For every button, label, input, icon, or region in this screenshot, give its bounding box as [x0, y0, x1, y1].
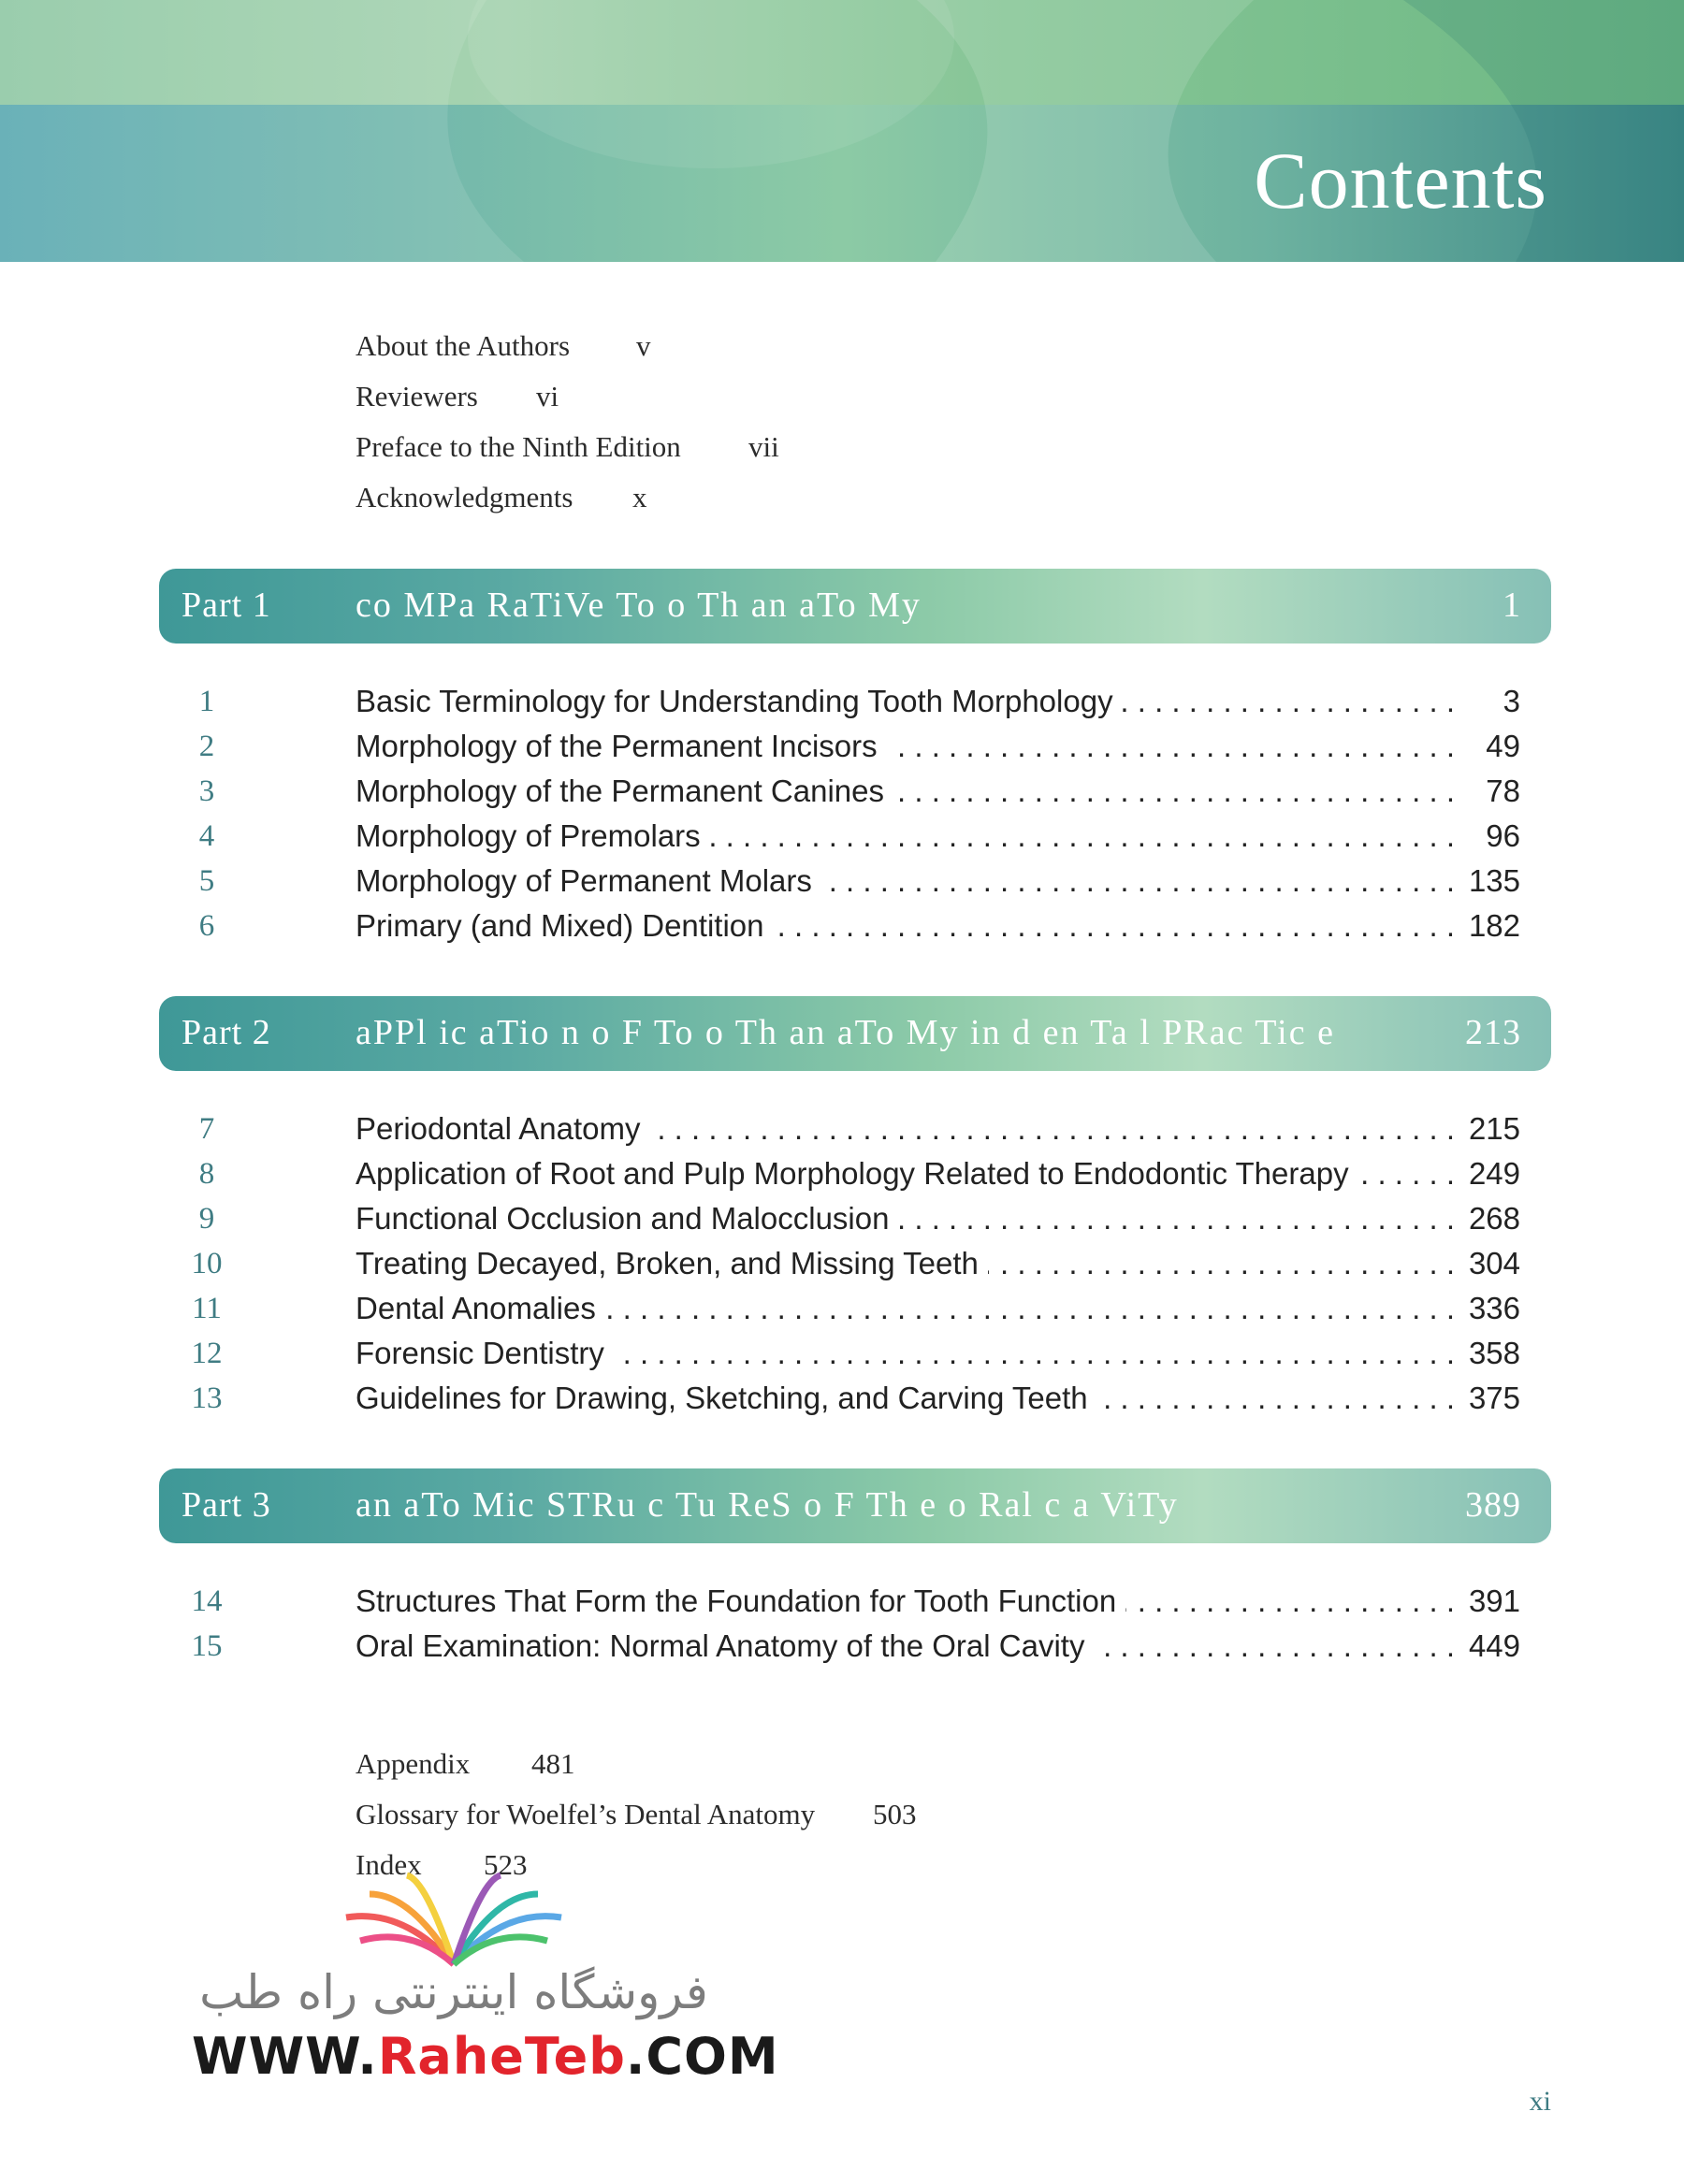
front-matter-item[interactable] — [356, 430, 779, 463]
front-matter-label: Reviewers — [356, 380, 478, 412]
page-title: Contents — [1254, 136, 1547, 225]
part-2-header[interactable] — [159, 996, 1551, 1071]
front-matter-item[interactable] — [356, 329, 651, 362]
chapter-row[interactable] — [168, 681, 1520, 722]
part-page: 389 — [1465, 1485, 1521, 1525]
watermark — [187, 1871, 779, 2095]
chapter-row[interactable] — [168, 1333, 1520, 1374]
chapter-title: Morphology of Permanent Molars — [356, 863, 821, 898]
chapter-leader — [356, 681, 1455, 722]
chapter-leader — [356, 905, 1455, 947]
chapter-page: 375 — [1468, 1381, 1520, 1415]
chapter-page: 304 — [1468, 1246, 1520, 1280]
watermark-url[interactable] — [192, 2027, 779, 2086]
chapter-title: Guidelines for Drawing, Sketching, and Carving Teeth — [356, 1381, 1097, 1415]
chapter-page: 268 — [1468, 1201, 1520, 1236]
part-page: 1 — [1503, 586, 1521, 625]
watermark-url-brand: RaheTeb — [377, 2027, 626, 2086]
chapter-row[interactable] — [168, 1626, 1520, 1667]
chapter-page: 391 — [1468, 1584, 1520, 1618]
chapter-row[interactable] — [168, 1108, 1520, 1150]
front-matter-page: v — [636, 329, 651, 362]
chapter-number: 4 — [198, 819, 215, 853]
page-folio: xi — [1529, 2086, 1551, 2117]
chapter-number: 5 — [198, 864, 215, 898]
chapter-leader — [356, 1333, 1455, 1374]
chapter-leader — [356, 1153, 1455, 1194]
back-matter-label: Glossary for Woelfel’s Dental Anatomy — [356, 1798, 816, 1830]
back-matter-page: 481 — [531, 1747, 575, 1780]
chapter-number: 9 — [198, 1202, 215, 1236]
part-label: Part 2 — [181, 1013, 271, 1052]
chapter-leader — [356, 861, 1455, 902]
front-matter-label: Acknowledgments — [356, 481, 573, 513]
chapter-leader — [356, 726, 1455, 767]
chapter-number: 11 — [192, 1292, 222, 1325]
open-book-logo-icon — [187, 1871, 720, 1974]
part-3-header[interactable] — [159, 1468, 1551, 1543]
chapter-title: Periodontal Anatomy — [356, 1111, 650, 1146]
chapter-row[interactable] — [168, 1198, 1520, 1239]
front-matter-label: Preface to the Ninth Edition — [356, 430, 681, 463]
chapter-title: Morphology of the Permanent Canines — [356, 774, 893, 808]
chapter-page: 49 — [1486, 729, 1520, 763]
chapter-number: 3 — [198, 774, 215, 808]
chapter-title: Morphology of Premolars — [356, 818, 710, 853]
chapter-row[interactable] — [168, 1153, 1520, 1194]
chapter-leader — [356, 1108, 1455, 1150]
back-matter-label: Index — [356, 1848, 422, 1881]
front-matter-page: vii — [748, 430, 779, 463]
part-title: co MPa RaTiVe To o Th an aTo My — [356, 586, 922, 625]
chapter-number: 15 — [191, 1629, 223, 1663]
chapter-page: 135 — [1468, 863, 1520, 898]
chapter-row[interactable] — [168, 905, 1520, 947]
part-page: 213 — [1465, 1013, 1521, 1052]
chapter-title: Oral Examination: Normal Anatomy of the Oral Cavity — [356, 1628, 1094, 1663]
back-matter-label: Appendix — [356, 1747, 471, 1780]
chapter-row[interactable] — [168, 1243, 1520, 1284]
back-matter-item[interactable] — [356, 1747, 575, 1780]
back-matter-item[interactable] — [356, 1798, 917, 1830]
chapter-number: 6 — [198, 909, 215, 943]
chapter-leader — [356, 771, 1455, 812]
chapter-row[interactable] — [168, 861, 1520, 902]
chapter-row[interactable] — [168, 726, 1520, 767]
front-matter-item[interactable] — [356, 380, 559, 412]
chapter-title: Dental Anomalies — [356, 1291, 605, 1325]
chapter-title: Morphology of the Permanent Incisors — [356, 729, 887, 763]
chapter-number: 2 — [198, 730, 215, 763]
chapter-title: Primary (and Mixed) Dentition — [356, 908, 773, 943]
chapter-title: Functional Occlusion and Malocclusion — [356, 1201, 898, 1236]
chapter-page: 3 — [1503, 684, 1520, 718]
part-1-header[interactable] — [159, 569, 1551, 644]
chapter-leader — [356, 1198, 1455, 1239]
watermark-url-suffix: .COM — [625, 2027, 779, 2086]
chapter-page: 182 — [1468, 908, 1520, 943]
part-label: Part 3 — [181, 1485, 271, 1525]
chapter-number: 10 — [191, 1247, 223, 1280]
chapter-row[interactable] — [168, 1378, 1520, 1419]
chapter-leader — [356, 1581, 1455, 1622]
chapter-page: 78 — [1486, 774, 1520, 808]
front-matter-page: vi — [536, 380, 559, 412]
chapter-title: Application of Root and Pulp Morphology Related to Endodontic Therapy — [356, 1156, 1358, 1191]
chapter-page: 449 — [1468, 1628, 1520, 1663]
chapter-title: Forensic Dentistry — [356, 1336, 614, 1370]
chapter-page: 336 — [1468, 1291, 1520, 1325]
chapter-number: 1 — [198, 685, 215, 718]
front-matter-item[interactable] — [356, 481, 647, 513]
chapter-row[interactable] — [168, 771, 1520, 812]
back-matter-page: 523 — [484, 1848, 528, 1881]
chapter-leader — [356, 1288, 1455, 1329]
chapter-page: 358 — [1468, 1336, 1520, 1370]
chapter-number: 14 — [191, 1584, 223, 1618]
chapter-leader — [356, 816, 1455, 857]
front-matter-page: x — [632, 481, 647, 513]
chapter-leader — [356, 1378, 1455, 1419]
chapter-number: 8 — [198, 1157, 215, 1191]
chapter-page: 96 — [1486, 818, 1520, 853]
chapter-title: Treating Decayed, Broken, and Missing Teeth — [356, 1246, 988, 1280]
chapter-page: 215 — [1468, 1111, 1520, 1146]
chapter-row[interactable] — [168, 1288, 1520, 1329]
header-band — [0, 0, 1684, 262]
part-title: an aTo Mic STRu c Tu ReS o F Th e o Ral c a ViTy — [356, 1485, 1179, 1525]
watermark-url-prefix: WWW. — [192, 2027, 378, 2086]
chapter-row[interactable] — [168, 816, 1520, 857]
chapter-leader — [356, 1243, 1455, 1284]
part-title: aPPl ic aTio n o F To o Th an aTo My in d en Ta l PRac Tic e — [356, 1013, 1335, 1052]
chapter-page: 249 — [1468, 1156, 1520, 1191]
chapter-number: 12 — [191, 1337, 223, 1370]
chapter-number: 7 — [198, 1112, 215, 1146]
chapter-number: 13 — [191, 1381, 223, 1415]
chapter-leader — [356, 1626, 1455, 1667]
chapter-title: Structures That Form the Foundation for Tooth Function — [356, 1584, 1125, 1618]
chapter-row[interactable] — [168, 1581, 1520, 1622]
chapter-title: Basic Terminology for Understanding Tooth Morphology — [356, 684, 1123, 718]
watermark-persian-text: فروشگاه اینترنتی راه طب — [199, 1965, 708, 2019]
back-matter-page: 503 — [873, 1798, 917, 1830]
part-label: Part 1 — [181, 586, 271, 625]
front-matter-label: About the Authors — [356, 329, 571, 362]
